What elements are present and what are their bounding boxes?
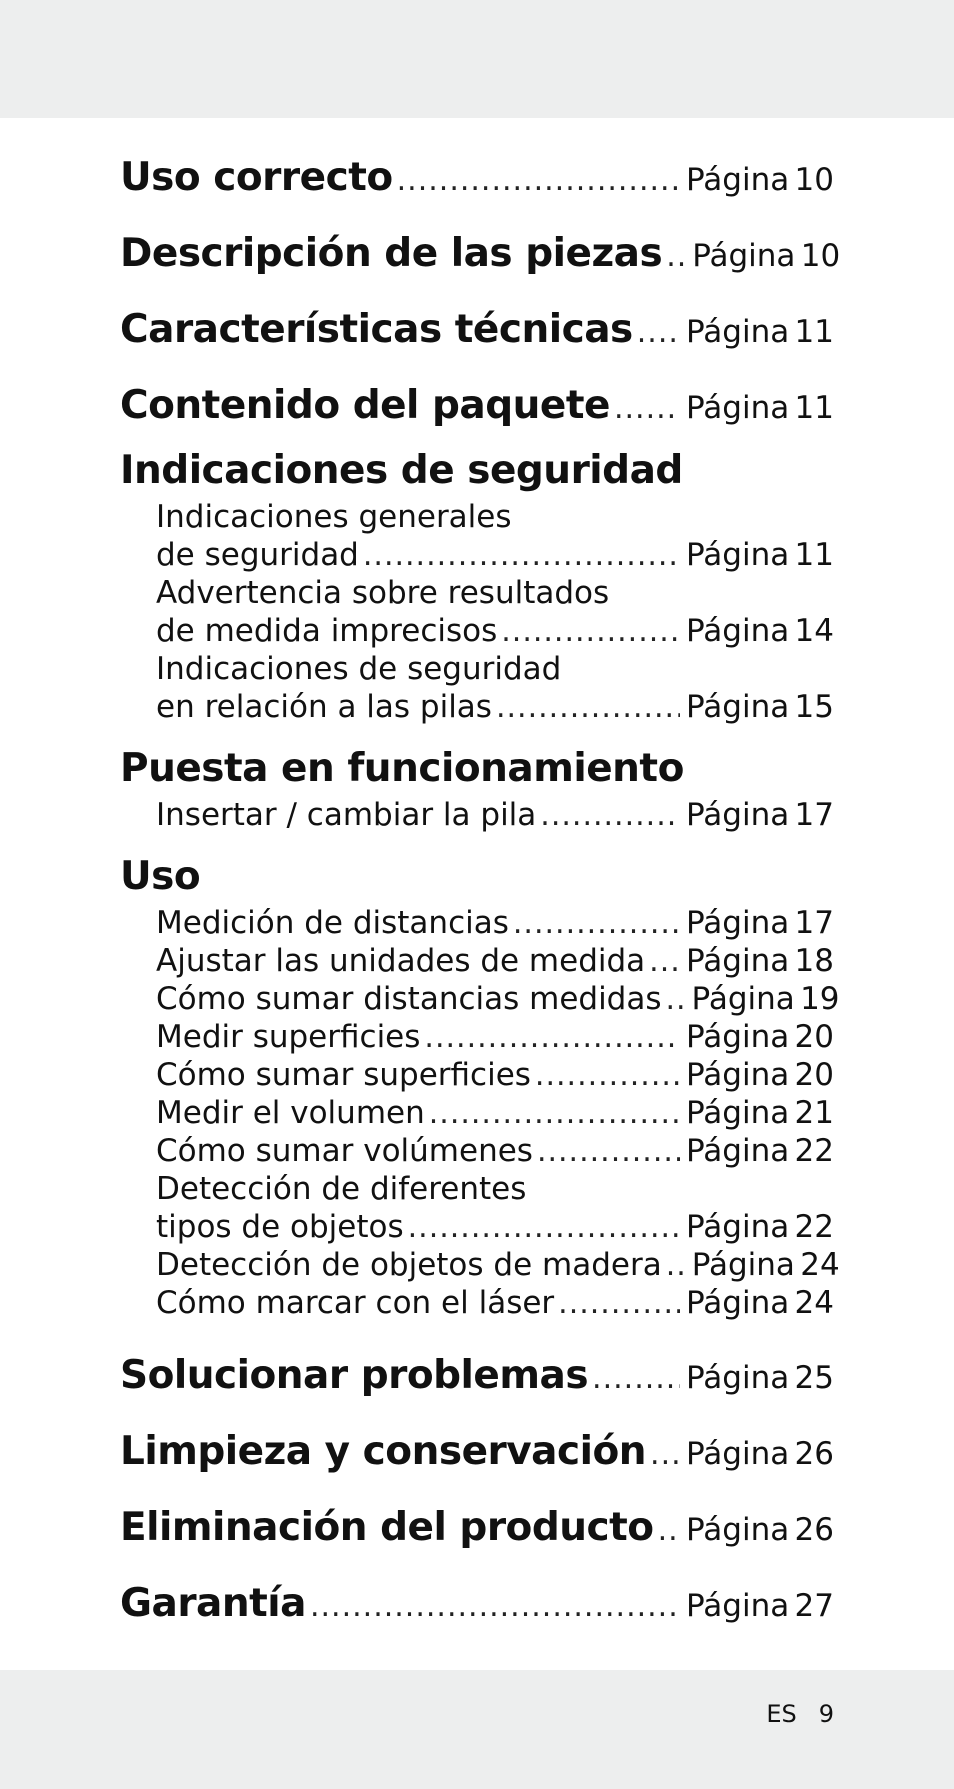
page-reference bbox=[686, 1056, 834, 1094]
page-word: Página bbox=[686, 1019, 790, 1055]
toc-subentry[interactable] bbox=[156, 650, 834, 726]
dot-leader bbox=[614, 371, 680, 447]
toc-subentry[interactable] bbox=[156, 1170, 834, 1246]
page-reference bbox=[686, 1094, 834, 1132]
toc-subentry[interactable] bbox=[156, 796, 834, 834]
toc-heading: Descripción de las piezas bbox=[120, 231, 663, 276]
toc-heading: Limpieza y conservación bbox=[120, 1429, 647, 1474]
toc-subentry-row bbox=[156, 1018, 834, 1056]
page-number: 18 bbox=[794, 943, 834, 979]
dot-leader bbox=[666, 981, 686, 1019]
toc-subentry-row bbox=[156, 904, 834, 942]
toc-subentry[interactable] bbox=[156, 1056, 834, 1094]
dot-leader bbox=[649, 943, 680, 981]
page-number: 10 bbox=[800, 238, 841, 274]
page-reference bbox=[686, 904, 834, 942]
dot-leader bbox=[637, 295, 680, 371]
toc-section bbox=[120, 368, 834, 444]
page-reference bbox=[686, 796, 834, 834]
toc-subentry-title: Medir superficies bbox=[156, 1019, 421, 1055]
dot-leader bbox=[650, 1417, 680, 1493]
toc-heading-row[interactable] bbox=[120, 742, 834, 796]
page-number: 17 bbox=[794, 905, 834, 941]
toc-heading-row[interactable] bbox=[120, 850, 834, 904]
page-footer bbox=[766, 1700, 834, 1728]
page-number: 26 bbox=[794, 1436, 834, 1472]
toc-section bbox=[120, 1490, 834, 1566]
toc-heading-row[interactable] bbox=[120, 140, 834, 216]
toc-subentry-row bbox=[156, 1056, 834, 1094]
dot-leader bbox=[310, 1569, 680, 1645]
footer-language: ES bbox=[766, 1700, 797, 1728]
toc-heading: Contenido del paquete bbox=[120, 383, 610, 428]
page-number: 11 bbox=[794, 390, 834, 426]
page-word: Página bbox=[686, 905, 790, 941]
toc-heading-row[interactable] bbox=[120, 292, 834, 368]
page-word: Página bbox=[686, 1209, 790, 1245]
toc-subentry[interactable] bbox=[156, 1246, 840, 1284]
dot-leader bbox=[558, 1285, 680, 1323]
toc-subentry-title: Cómo sumar volúmenes bbox=[156, 1133, 533, 1169]
page-number: 21 bbox=[794, 1095, 834, 1131]
page-number: 14 bbox=[794, 613, 834, 649]
page-number: 11 bbox=[794, 314, 834, 350]
bottom-band bbox=[0, 1670, 954, 1789]
toc-subentry-title: Medir el volumen bbox=[156, 1095, 425, 1131]
toc-subentry-row bbox=[156, 1094, 834, 1132]
dot-leader bbox=[424, 1019, 680, 1057]
page-word: Página bbox=[692, 238, 796, 274]
toc-heading: Uso correcto bbox=[120, 155, 393, 200]
toc-subentry[interactable] bbox=[156, 1132, 834, 1170]
dot-leader bbox=[666, 219, 686, 295]
toc-heading: Garantía bbox=[120, 1581, 306, 1626]
page-reference bbox=[686, 1416, 834, 1492]
page-word: Página bbox=[686, 314, 790, 350]
toc-subentry-row bbox=[156, 1246, 840, 1284]
page-number: 22 bbox=[794, 1133, 834, 1169]
page-reference bbox=[686, 294, 834, 370]
toc-subentry-row bbox=[156, 980, 840, 1018]
toc-subentry-title-line1: Advertencia sobre resultados bbox=[156, 575, 610, 611]
page-word: Página bbox=[686, 537, 790, 573]
page-number: 22 bbox=[794, 1209, 834, 1245]
toc-section bbox=[120, 444, 834, 726]
dot-leader bbox=[496, 689, 680, 727]
toc-subentry-row bbox=[156, 942, 834, 980]
dot-leader bbox=[397, 143, 680, 219]
page-number: 15 bbox=[794, 689, 834, 725]
page-word: Página bbox=[686, 1436, 790, 1472]
page-reference bbox=[692, 1246, 840, 1284]
toc-subentry-row bbox=[156, 688, 834, 726]
toc-heading: Uso bbox=[120, 854, 201, 899]
page-reference bbox=[692, 980, 840, 1018]
toc-subentry[interactable] bbox=[156, 1284, 834, 1322]
top-band bbox=[0, 0, 954, 118]
toc-heading-row[interactable] bbox=[120, 1338, 834, 1414]
toc-subentry-title: tipos de objetos bbox=[156, 1209, 404, 1245]
toc-subentry-title: Cómo marcar con el láser bbox=[156, 1285, 555, 1321]
dot-leader bbox=[429, 1095, 680, 1133]
toc-heading-row[interactable] bbox=[120, 1414, 834, 1490]
page-reference bbox=[686, 142, 834, 218]
page-word: Página bbox=[686, 797, 790, 833]
toc-section bbox=[120, 1566, 834, 1642]
dot-leader bbox=[535, 1057, 680, 1095]
page-number: 17 bbox=[794, 797, 834, 833]
toc-heading-row[interactable] bbox=[120, 1566, 834, 1642]
page-number: 20 bbox=[794, 1057, 834, 1093]
toc-subentries bbox=[120, 904, 840, 1322]
toc-section bbox=[120, 742, 834, 834]
page-word: Página bbox=[691, 1247, 795, 1283]
toc-subentry-row bbox=[156, 612, 834, 650]
page-number: 11 bbox=[794, 537, 834, 573]
toc-subentry[interactable] bbox=[156, 574, 834, 650]
toc-heading-row[interactable] bbox=[120, 216, 841, 292]
toc-heading: Características técnicas bbox=[120, 307, 633, 352]
toc-subentry-title: Cómo sumar superficies bbox=[156, 1057, 531, 1093]
toc-subentries bbox=[120, 498, 834, 726]
toc-heading-row[interactable] bbox=[120, 1490, 834, 1566]
toc-subentry-title: de medida imprecisos bbox=[156, 613, 498, 649]
toc-subentry-row bbox=[156, 796, 834, 834]
dot-leader bbox=[363, 537, 680, 575]
toc-subentry[interactable] bbox=[156, 980, 840, 1018]
toc-subentry[interactable] bbox=[156, 1018, 834, 1056]
toc-heading-row[interactable] bbox=[120, 444, 834, 498]
page-word: Página bbox=[686, 1095, 790, 1131]
page-word: Página bbox=[686, 1360, 790, 1396]
page-number: 26 bbox=[794, 1512, 834, 1548]
page-word: Página bbox=[691, 981, 795, 1017]
toc-section bbox=[120, 850, 840, 1322]
toc-heading: Solucionar problemas bbox=[120, 1353, 589, 1398]
page-reference bbox=[686, 370, 834, 446]
toc-heading-row[interactable] bbox=[120, 368, 834, 444]
page-reference bbox=[686, 1208, 834, 1246]
page-number: 24 bbox=[794, 1285, 834, 1321]
toc-subentry[interactable] bbox=[156, 1094, 834, 1132]
footer-page-number: 9 bbox=[818, 1700, 834, 1728]
dot-leader bbox=[408, 1209, 680, 1247]
page-word: Página bbox=[686, 1285, 790, 1321]
page-word: Página bbox=[686, 1588, 790, 1624]
page-number: 27 bbox=[794, 1588, 834, 1624]
page-number: 24 bbox=[800, 1247, 840, 1283]
page-word: Página bbox=[686, 390, 790, 426]
page-word: Página bbox=[686, 1512, 790, 1548]
toc-subentry-title-line1: Indicaciones generales bbox=[156, 499, 512, 535]
toc-heading: Puesta en funcionamiento bbox=[120, 746, 684, 791]
page-reference bbox=[686, 1018, 834, 1056]
page-reference bbox=[686, 612, 834, 650]
toc-subentry-title: de seguridad bbox=[156, 537, 359, 573]
page-reference bbox=[692, 218, 840, 294]
dot-leader bbox=[501, 613, 680, 651]
toc-subentry-title: Detección de objetos de madera bbox=[156, 1247, 662, 1283]
toc-subentry-title: Cómo sumar distancias medidas bbox=[156, 981, 662, 1017]
toc-subentry-title-line1: Indicaciones de seguridad bbox=[156, 651, 562, 687]
page-word: Página bbox=[686, 689, 790, 725]
toc-subentry[interactable] bbox=[156, 942, 834, 980]
page-number: 10 bbox=[794, 162, 834, 198]
page-reference bbox=[686, 1568, 834, 1644]
toc-heading: Indicaciones de seguridad bbox=[120, 448, 683, 493]
toc-subentry-row bbox=[156, 1208, 834, 1246]
dot-leader bbox=[592, 1341, 680, 1417]
toc-section bbox=[120, 292, 834, 368]
page-word: Página bbox=[686, 613, 790, 649]
toc-subentry[interactable] bbox=[156, 498, 834, 574]
page-reference bbox=[686, 536, 834, 574]
toc-section bbox=[120, 1338, 834, 1414]
toc-subentry[interactable] bbox=[156, 904, 834, 942]
dot-leader bbox=[513, 905, 680, 943]
page-reference bbox=[686, 1284, 834, 1322]
dot-leader bbox=[666, 1247, 686, 1285]
page-reference bbox=[686, 688, 834, 726]
page-reference bbox=[686, 1340, 834, 1416]
page-word: Página bbox=[686, 1133, 790, 1169]
toc-subentry-title: Ajustar las unidades de medida bbox=[156, 943, 646, 979]
toc-subentry-row bbox=[156, 1132, 834, 1170]
page-reference bbox=[686, 1492, 834, 1568]
toc-subentry-row bbox=[156, 536, 834, 574]
toc-subentry-title-line1: Detección de diferentes bbox=[156, 1171, 527, 1207]
table-of-contents bbox=[120, 140, 841, 1642]
toc-section bbox=[120, 140, 834, 216]
dot-leader bbox=[537, 1133, 680, 1171]
page-number: 25 bbox=[794, 1360, 834, 1396]
page-reference bbox=[686, 942, 834, 980]
dot-leader bbox=[540, 797, 680, 835]
toc-subentry-title: Medición de distancias bbox=[156, 905, 509, 941]
toc-subentries bbox=[120, 796, 834, 834]
toc-subentry-row bbox=[156, 1284, 834, 1322]
toc-subentry-title: en relación a las pilas bbox=[156, 689, 492, 725]
page-word: Página bbox=[686, 162, 790, 198]
page-word: Página bbox=[686, 1057, 790, 1093]
toc-section bbox=[120, 216, 841, 292]
toc-section bbox=[120, 1414, 834, 1490]
page-number: 19 bbox=[800, 981, 840, 1017]
toc-subentry-title: Insertar / cambiar la pila bbox=[156, 797, 537, 833]
page-reference bbox=[686, 1132, 834, 1170]
toc-heading: Eliminación del producto bbox=[120, 1505, 654, 1550]
page-number: 20 bbox=[794, 1019, 834, 1055]
page-word: Página bbox=[686, 943, 790, 979]
dot-leader bbox=[658, 1493, 680, 1569]
